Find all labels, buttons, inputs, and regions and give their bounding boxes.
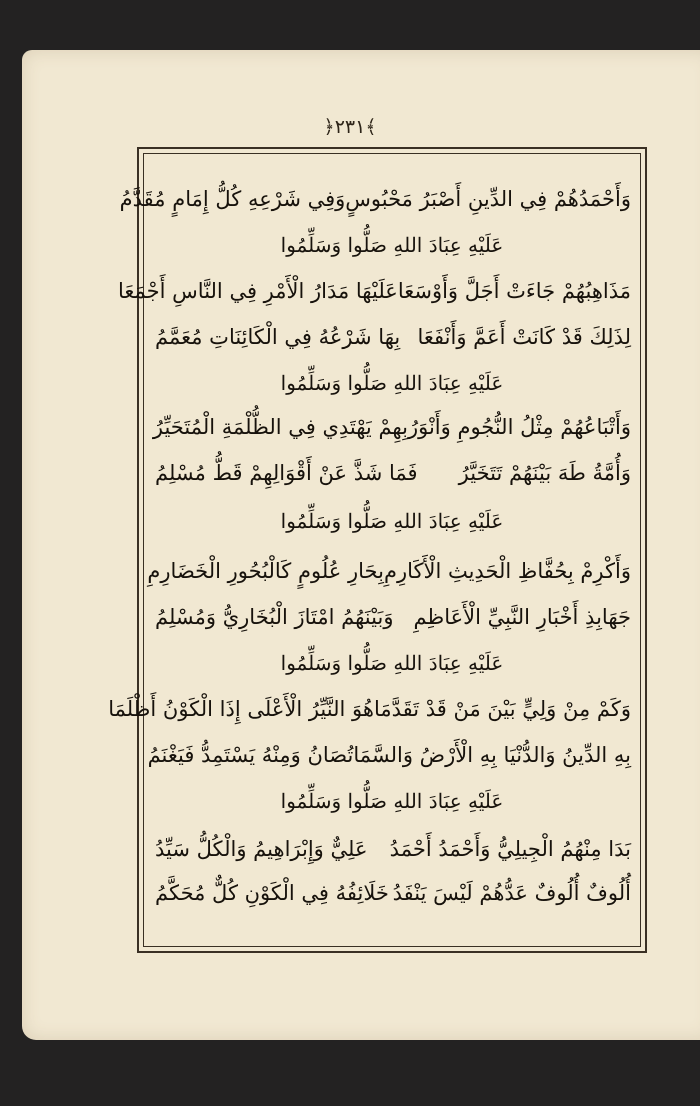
verse-line bbox=[155, 873, 631, 913]
refrain-line: عَلَيْهِ عِبَادَ اللهِ صَلُّوا وَسَلِّمُوا bbox=[280, 789, 504, 813]
verse-left-hemistich: وَفِي شَرْعِهِ كُلُّ إِمَامٍ مُقَدَّمُ bbox=[119, 187, 346, 211]
verse-right-hemistich: بَدَا مِنْهُمُ الْجِيلِيُّ وَأَحْمَدُ أَحْمَدُ bbox=[389, 837, 631, 861]
verse-right-hemistich: بِهِ الدِّينُ وَالدُّنْيَا بِهِ الْأَرْضُ وَالسَّمَا bbox=[353, 743, 631, 767]
verse-left-hemistich: بِهَا شَرْعُهُ فِي الْكَائِنَاتِ مُعَمَّمُ bbox=[155, 325, 401, 349]
verse-right-hemistich: مَذَاهِبُهُمْ جَاءَتْ أَجَلَّ وَأَوْسَعَا bbox=[397, 279, 631, 303]
verse-right-hemistich: وَأَحْمَدُهُمْ فِي الدِّينِ أَصْبَرُ مَحْبُوسٍ bbox=[345, 187, 631, 211]
verse-line bbox=[147, 551, 631, 591]
verse-line bbox=[118, 271, 631, 311]
verse-right-hemistich: لِذَلِكَ قَدْ كَانَتْ أَعَمَّ وَأَنْفَعَا bbox=[417, 325, 631, 349]
verse-left-hemistich: عَلَيْهَا مَدَارُ الْأَمْرِ فِي النَّاسِ أَجْمَعَا bbox=[118, 279, 398, 303]
verse-right-hemistich: جَهَابِذِ أَخْبَارِ النَّبِيِّ الْأَعَاظِمِ bbox=[413, 605, 631, 629]
refrain-line: عَلَيْهِ عِبَادَ اللهِ صَلُّوا وَسَلِّمُوا bbox=[280, 371, 504, 395]
refrain-line: عَلَيْهِ عِبَادَ اللهِ صَلُّوا وَسَلِّمُوا bbox=[280, 651, 504, 675]
verse-line bbox=[152, 407, 631, 447]
verse-line bbox=[155, 597, 631, 637]
verse-line bbox=[155, 317, 631, 357]
verse-left-hemistich: خَلَائِفُهُ فِي الْكَوْنِ كُلٌّ مُحَكَّمُ bbox=[155, 881, 389, 905]
verse-line bbox=[108, 689, 631, 729]
verse-right-hemistich: وَأَكْرِمْ بِحُفَّاظِ الْحَدِيثِ الْأَكَارِمِ bbox=[383, 559, 631, 583]
verse-line bbox=[119, 179, 631, 219]
text-frame bbox=[108, 147, 647, 953]
verse-left-hemistich: هُوَ النَّيِّرُ الْأَعْلَى إِذَا الْكَوْنُ أَظْلَمَا bbox=[108, 697, 374, 721]
verse-line bbox=[155, 453, 631, 493]
verse-right-hemistich: وَكَمْ مِنْ وَلِيٍّ بَيْنَ مَنْ قَدْ تَقَدَّمَا bbox=[373, 697, 631, 721]
page-number: ﴿٢٣١﴾ bbox=[323, 116, 377, 138]
verse-left-hemistich: عَلِيٌّ وَإِبْرَاهِيمُ وَالْكُلُّ سَيِّدُ bbox=[155, 837, 368, 861]
verse-right-hemistich: وَأَتْبَاعُهُمْ مِثْلُ النُّجُومِ وَأَنْوَرُ bbox=[407, 415, 631, 439]
refrain-line: عَلَيْهِ عِبَادَ اللهِ صَلُّوا وَسَلِّمُوا bbox=[280, 233, 504, 257]
verse-right-hemistich: وَأُمَّةُ طَهَ بَيْنَهُمْ تَتَخَيَّرُ bbox=[458, 461, 631, 485]
verse-line bbox=[155, 829, 631, 869]
refrain-line: عَلَيْهِ عِبَادَ اللهِ صَلُّوا وَسَلِّمُوا bbox=[280, 509, 504, 533]
verse-left-hemistich: بِهِمْ يَهْتَدِي فِي الظُّلْمَةِ الْمُتَحَيِّرُ bbox=[152, 415, 408, 439]
verse-left-hemistich: بِحَارِ عُلُومٍ كَالْبُحُورِ الْخَضَارِمِ bbox=[147, 559, 384, 583]
verse-line bbox=[147, 735, 631, 775]
verse-right-hemistich: أُلُوفٌ أُلُوفٌ عَدُّهُمْ لَيْسَ يَنْفَدُ bbox=[392, 881, 631, 905]
verse-left-hemistich: تُصَانُ وَمِنْهُ يَسْتَمِدُّ فَيَغْنَمُ bbox=[147, 743, 354, 767]
verse-left-hemistich: فَمَا شَذَّ عَنْ أَقْوَالِهِمْ قَطُّ مُسْلِمُ bbox=[155, 461, 418, 485]
verse-left-hemistich: وَبَيْنَهُمُ امْتَازَ الْبُخَارِيُّ وَمُسْلِمُ bbox=[155, 605, 394, 629]
